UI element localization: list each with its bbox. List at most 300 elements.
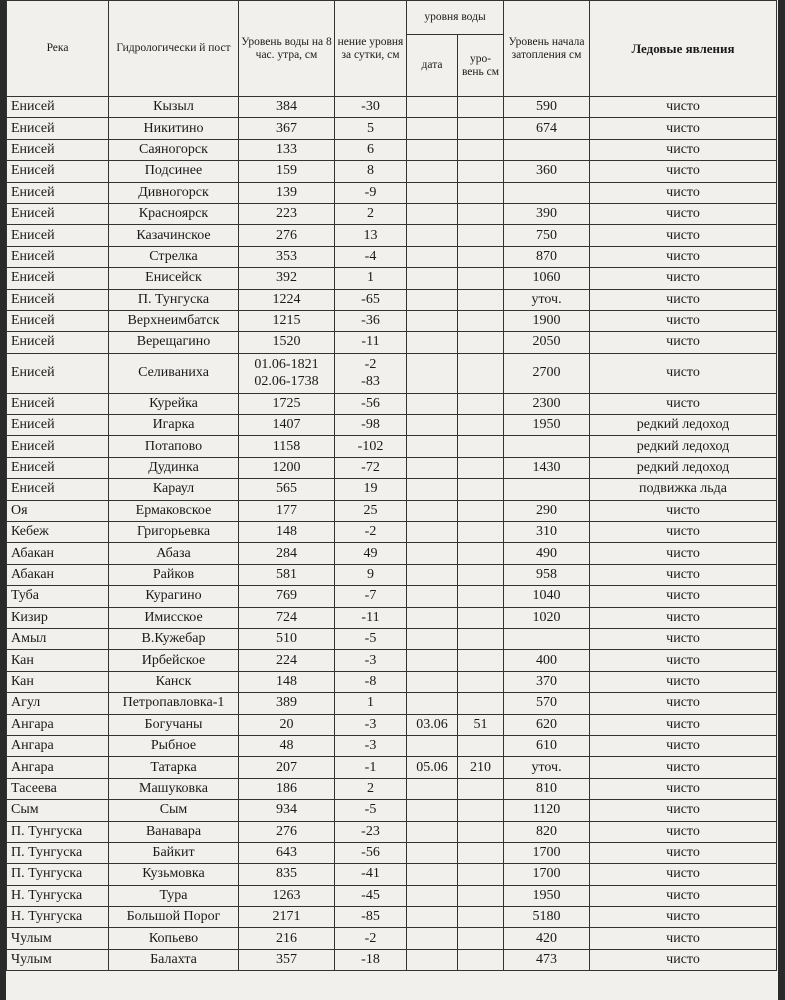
- cell-flood: [504, 564, 590, 585]
- cell-change: [335, 671, 407, 692]
- cell-flood-text: 420: [536, 930, 558, 946]
- cell-post-text: Копьево: [148, 930, 199, 946]
- cell-change-text: 13: [363, 227, 378, 243]
- cell-max-level: [458, 628, 504, 649]
- cell-river-text: Енисей: [11, 270, 55, 286]
- cell-post-text: Ирбейское: [141, 652, 206, 668]
- cell-level-text: 1407: [272, 417, 301, 433]
- cell-change: [335, 118, 407, 139]
- cell-change-text: -3: [364, 738, 377, 754]
- cell-change-text: 2: [367, 206, 374, 222]
- table-row: [7, 118, 777, 139]
- cell-ice-text: чисто: [666, 313, 700, 329]
- table-row: [7, 757, 777, 778]
- cell-change-text: 1: [367, 695, 374, 711]
- table-row: [7, 949, 777, 970]
- cell-change: [335, 693, 407, 714]
- cell-max-level: [458, 885, 504, 906]
- cell-river-text: Абакан: [11, 545, 55, 561]
- cell-flood: [504, 393, 590, 414]
- table-row: [7, 821, 777, 842]
- cell-change: [335, 457, 407, 478]
- cell-flood-text: 590: [536, 99, 558, 115]
- cell-change: [335, 628, 407, 649]
- cell-date: [407, 332, 458, 353]
- table-row: [7, 332, 777, 353]
- cell-level: [239, 393, 335, 414]
- cell-post-text: Кузьмовка: [142, 866, 205, 882]
- cell-flood: [504, 650, 590, 671]
- cell-change-text: -56: [361, 395, 380, 411]
- cell-post: [109, 457, 239, 478]
- cell-flood-text: 2700: [532, 365, 561, 381]
- cell-flood: [504, 864, 590, 885]
- cell-level-text: 186: [276, 780, 297, 796]
- cell-level-text: 276: [276, 227, 297, 243]
- cell-ice: [590, 564, 777, 585]
- cell-ice-text: чисто: [666, 524, 700, 540]
- cell-date: [407, 353, 458, 393]
- cell-river: [7, 714, 109, 735]
- header-river: Река: [7, 1, 109, 97]
- cell-level: [239, 479, 335, 500]
- cell-date: [407, 225, 458, 246]
- cell-change-text: -23: [361, 823, 380, 839]
- cell-post: [109, 693, 239, 714]
- cell-river-text: Сым: [11, 802, 39, 818]
- cell-change-text: -3: [364, 716, 377, 732]
- cell-river: [7, 97, 109, 118]
- table-row: [7, 907, 777, 928]
- cell-post-text: Богучаны: [144, 716, 203, 732]
- cell-change-text: -45: [361, 887, 380, 903]
- cell-level: [239, 607, 335, 628]
- cell-change: [335, 714, 407, 735]
- cell-level: [239, 821, 335, 842]
- cell-change-line-2: -83: [361, 374, 380, 390]
- cell-flood: [504, 310, 590, 331]
- cell-date: [407, 522, 458, 543]
- cell-max-level: [458, 693, 504, 714]
- cell-river: [7, 885, 109, 906]
- cell-max-level: [458, 161, 504, 182]
- cell-flood-text: 1700: [532, 845, 561, 861]
- cell-level: [239, 543, 335, 564]
- cell-change-text: -41: [361, 866, 380, 882]
- cell-river: [7, 139, 109, 160]
- cell-post-text: Потапово: [144, 438, 203, 454]
- cell-flood: [504, 821, 590, 842]
- table-header: [7, 1, 777, 97]
- table-row: [7, 864, 777, 885]
- cell-level-text: 1215: [272, 313, 301, 329]
- cell-change-text: -5: [364, 631, 377, 647]
- cell-level-text: 159: [276, 163, 297, 179]
- cell-post: [109, 928, 239, 949]
- cell-post: [109, 246, 239, 267]
- cell-max-level: [458, 246, 504, 267]
- cell-post: [109, 97, 239, 118]
- cell-post: [109, 586, 239, 607]
- header-flood: Уровень начала затопления см: [504, 1, 590, 97]
- cell-ice: [590, 479, 777, 500]
- cell-ice-text: чисто: [666, 609, 700, 625]
- cell-ice-text: чисто: [666, 502, 700, 518]
- cell-post: [109, 907, 239, 928]
- cell-ice-text: редкий ледоход: [636, 438, 730, 454]
- cell-level-text: 20: [279, 716, 294, 732]
- cell-date: [407, 479, 458, 500]
- table-row: [7, 885, 777, 906]
- table-row: [7, 310, 777, 331]
- cell-river-text: Кизир: [11, 609, 48, 625]
- cell-post: [109, 949, 239, 970]
- table-row: [7, 543, 777, 564]
- cell-flood: [504, 203, 590, 224]
- cell-change-text: -85: [361, 909, 380, 925]
- cell-date: [407, 543, 458, 564]
- cell-max-level: [458, 821, 504, 842]
- cell-change: [335, 586, 407, 607]
- cell-flood-text: 2050: [532, 334, 561, 350]
- table-row: [7, 393, 777, 414]
- cell-ice-text: чисто: [666, 845, 700, 861]
- table-row: [7, 500, 777, 521]
- cell-ice: [590, 693, 777, 714]
- cell-change: [335, 139, 407, 160]
- cell-post-text: Селиваниха: [138, 365, 209, 381]
- cell-post-text: Верхнеимбатск: [127, 313, 220, 329]
- cell-river-text: Енисей: [11, 248, 55, 264]
- table-row: [7, 225, 777, 246]
- table-row: [7, 628, 777, 649]
- cell-flood-text: 1700: [532, 866, 561, 882]
- cell-max-level: [458, 310, 504, 331]
- cell-post: [109, 139, 239, 160]
- cell-river-text: П. Тунгуска: [11, 823, 83, 839]
- table-row: [7, 479, 777, 500]
- cell-date-text: 05.06: [416, 759, 448, 775]
- cell-level: [239, 928, 335, 949]
- cell-max-level: [458, 118, 504, 139]
- cell-river: [7, 479, 109, 500]
- cell-post-text: Балахта: [150, 952, 197, 968]
- cell-flood-text: 1020: [532, 609, 561, 625]
- cell-post: [109, 778, 239, 799]
- cell-level: [239, 522, 335, 543]
- cell-river-text: Чулым: [11, 930, 52, 946]
- cell-river: [7, 907, 109, 928]
- cell-level-text: 224: [276, 652, 297, 668]
- cell-flood: [504, 842, 590, 863]
- cell-date: [407, 907, 458, 928]
- cell-post: [109, 182, 239, 203]
- cell-change: [335, 928, 407, 949]
- cell-level: [239, 415, 335, 436]
- cell-ice: [590, 203, 777, 224]
- cell-change-text: -72: [361, 460, 380, 476]
- cell-river: [7, 161, 109, 182]
- table-row: [7, 203, 777, 224]
- cell-change: [335, 353, 407, 393]
- cell-ice-text: чисто: [666, 291, 700, 307]
- cell-post-text: Байкит: [152, 845, 195, 861]
- cell-max-level: [458, 757, 504, 778]
- cell-post: [109, 268, 239, 289]
- cell-change-text: -11: [361, 609, 380, 625]
- cell-change-text: 9: [367, 567, 374, 582]
- cell-river-text: Н. Тунгуска: [11, 887, 83, 903]
- cell-post: [109, 522, 239, 543]
- cell-flood: [504, 543, 590, 564]
- cell-change: [335, 735, 407, 756]
- cell-flood-text: 750: [536, 227, 558, 243]
- cell-change-text: -2: [364, 930, 377, 946]
- cell-post-text: Татарка: [150, 759, 197, 775]
- cell-change-text: 6: [367, 141, 374, 157]
- cell-date: [407, 393, 458, 414]
- cell-change: [335, 842, 407, 863]
- cell-max-level: [458, 225, 504, 246]
- cell-river: [7, 457, 109, 478]
- cell-level-text: 223: [276, 206, 297, 222]
- table-row: [7, 650, 777, 671]
- cell-change-text: -56: [361, 845, 380, 861]
- cell-level: [239, 97, 335, 118]
- cell-date: [407, 289, 458, 310]
- cell-post-text: Енисейск: [145, 270, 202, 286]
- cell-flood: [504, 586, 590, 607]
- cell-max-level: [458, 607, 504, 628]
- cell-max-level: [458, 457, 504, 478]
- header-post: Гидрологически й пост: [109, 1, 239, 97]
- cell-flood-text: 610: [536, 738, 558, 754]
- cell-flood: [504, 693, 590, 714]
- cell-change-text: -5: [364, 802, 377, 818]
- cell-ice: [590, 714, 777, 735]
- cell-max-level: [458, 289, 504, 310]
- cell-level: [239, 693, 335, 714]
- cell-ice: [590, 800, 777, 821]
- cell-change: [335, 393, 407, 414]
- cell-post-text: Курагино: [145, 588, 202, 604]
- table-row: [7, 182, 777, 203]
- cell-ice-text: редкий ледоход: [636, 417, 730, 433]
- cell-river: [7, 800, 109, 821]
- cell-ice: [590, 671, 777, 692]
- cell-change-text: -7: [364, 588, 377, 604]
- cell-ice: [590, 607, 777, 628]
- cell-post-text: Рыбное: [150, 738, 197, 754]
- cell-max-level: [458, 907, 504, 928]
- cell-date: [407, 885, 458, 906]
- cell-date: [407, 586, 458, 607]
- cell-ice: [590, 735, 777, 756]
- cell-post: [109, 864, 239, 885]
- cell-date: [407, 607, 458, 628]
- cell-river: [7, 842, 109, 863]
- cell-flood-text: уточ.: [531, 291, 562, 307]
- cell-river: [7, 522, 109, 543]
- cell-change: [335, 436, 407, 457]
- cell-max-level-text: 51: [473, 716, 488, 732]
- cell-change-text: 8: [367, 163, 374, 179]
- cell-post-text: Райков: [152, 567, 195, 582]
- table-row: [7, 564, 777, 585]
- cell-level-text: 643: [276, 845, 297, 861]
- cell-post: [109, 118, 239, 139]
- cell-change: [335, 500, 407, 521]
- cell-ice-text: чисто: [666, 270, 700, 286]
- cell-flood: [504, 161, 590, 182]
- cell-river: [7, 118, 109, 139]
- cell-flood: [504, 907, 590, 928]
- cell-level: [239, 225, 335, 246]
- cell-change: [335, 907, 407, 928]
- cell-date: [407, 161, 458, 182]
- cell-river: [7, 289, 109, 310]
- cell-ice-text: чисто: [666, 716, 700, 732]
- cell-date: [407, 246, 458, 267]
- cell-ice-text: чисто: [666, 184, 700, 200]
- cell-flood: [504, 118, 590, 139]
- cell-river: [7, 650, 109, 671]
- cell-ice-text: чисто: [666, 930, 700, 946]
- cell-change: [335, 289, 407, 310]
- cell-level-text: 148: [276, 673, 297, 689]
- cell-river: [7, 628, 109, 649]
- cell-level: [239, 714, 335, 735]
- cell-river-text: Оя: [11, 502, 28, 518]
- header-level: Уровень воды на 8 час. утра, см: [239, 1, 335, 97]
- cell-level-text: 177: [276, 502, 297, 518]
- cell-flood: [504, 671, 590, 692]
- cell-river-text: Енисей: [11, 417, 55, 433]
- cell-level-text: 148: [276, 524, 297, 540]
- cell-max-level: [458, 436, 504, 457]
- cell-river-text: Енисей: [11, 334, 55, 350]
- cell-ice: [590, 268, 777, 289]
- header-max-group: уровня воды: [407, 1, 504, 35]
- cell-river: [7, 225, 109, 246]
- cell-level: [239, 757, 335, 778]
- cell-ice: [590, 436, 777, 457]
- cell-ice-text: чисто: [666, 631, 700, 647]
- cell-ice-text: чисто: [666, 802, 700, 818]
- cell-level: [239, 246, 335, 267]
- cell-post-text: Ермаковское: [135, 502, 212, 518]
- cell-flood: [504, 353, 590, 393]
- cell-level-text: 2171: [272, 909, 301, 925]
- cell-date: [407, 118, 458, 139]
- cell-level: [239, 564, 335, 585]
- cell-change: [335, 332, 407, 353]
- cell-level: [239, 289, 335, 310]
- cell-level: [239, 842, 335, 863]
- cell-level-text: 392: [276, 270, 297, 286]
- cell-level: [239, 161, 335, 182]
- cell-river-text: Енисей: [11, 184, 55, 200]
- cell-post-text: Дудинка: [148, 460, 199, 476]
- cell-change: [335, 800, 407, 821]
- cell-ice: [590, 628, 777, 649]
- cell-flood-text: 1060: [532, 270, 561, 286]
- cell-date: [407, 564, 458, 585]
- cell-change-text: -4: [364, 248, 377, 264]
- cell-ice: [590, 842, 777, 863]
- cell-flood-text: 400: [536, 652, 558, 668]
- cell-level: [239, 436, 335, 457]
- cell-river: [7, 436, 109, 457]
- cell-date: [407, 182, 458, 203]
- cell-flood-text: 360: [536, 163, 558, 179]
- cell-post-text: В.Кужебар: [141, 631, 206, 647]
- cell-river-text: П. Тунгуска: [11, 845, 83, 861]
- cell-post-text: Тура: [159, 887, 188, 903]
- cell-post: [109, 543, 239, 564]
- cell-flood-text: уточ.: [531, 759, 562, 775]
- cell-date: [407, 671, 458, 692]
- cell-change: [335, 182, 407, 203]
- cell-ice: [590, 457, 777, 478]
- cell-flood: [504, 436, 590, 457]
- cell-river: [7, 564, 109, 585]
- cell-flood-text: 958: [536, 567, 558, 582]
- cell-river: [7, 268, 109, 289]
- cell-post: [109, 225, 239, 246]
- cell-level: [239, 800, 335, 821]
- cell-level-text: 835: [276, 866, 297, 882]
- cell-change: [335, 246, 407, 267]
- cell-change: [335, 607, 407, 628]
- cell-level: [239, 457, 335, 478]
- cell-ice-text: редкий ледоход: [636, 460, 730, 476]
- header-change: нение уровня за сутки, см: [335, 1, 407, 97]
- cell-level: [239, 353, 335, 393]
- cell-change-text: 49: [363, 545, 378, 561]
- cell-date: [407, 203, 458, 224]
- cell-flood-text: 290: [536, 502, 558, 518]
- cell-level: [239, 118, 335, 139]
- cell-river: [7, 203, 109, 224]
- cell-flood-text: 390: [536, 206, 558, 222]
- cell-flood: [504, 800, 590, 821]
- table-row: [7, 353, 777, 393]
- cell-river: [7, 310, 109, 331]
- cell-change-text: -36: [361, 313, 380, 329]
- cell-date: [407, 928, 458, 949]
- cell-post-text: Кызыл: [153, 99, 194, 115]
- cell-ice: [590, 543, 777, 564]
- cell-flood: [504, 735, 590, 756]
- cell-ice-text: чисто: [666, 909, 700, 925]
- cell-level-text: 1224: [272, 291, 301, 307]
- cell-river: [7, 332, 109, 353]
- cell-max-level: [458, 182, 504, 203]
- table-row: [7, 436, 777, 457]
- cell-flood-text: 5180: [532, 909, 561, 925]
- cell-max-level: [458, 203, 504, 224]
- cell-max-level: [458, 522, 504, 543]
- cell-level-text: 216: [276, 930, 297, 946]
- cell-post-text: Верещагино: [136, 334, 211, 350]
- cell-post-text: Караул: [152, 481, 195, 497]
- cell-max-level: [458, 864, 504, 885]
- table-row: [7, 607, 777, 628]
- cell-river-text: Туба: [11, 588, 40, 604]
- cell-level-text: 724: [276, 609, 297, 625]
- cell-level-text: 389: [276, 695, 297, 711]
